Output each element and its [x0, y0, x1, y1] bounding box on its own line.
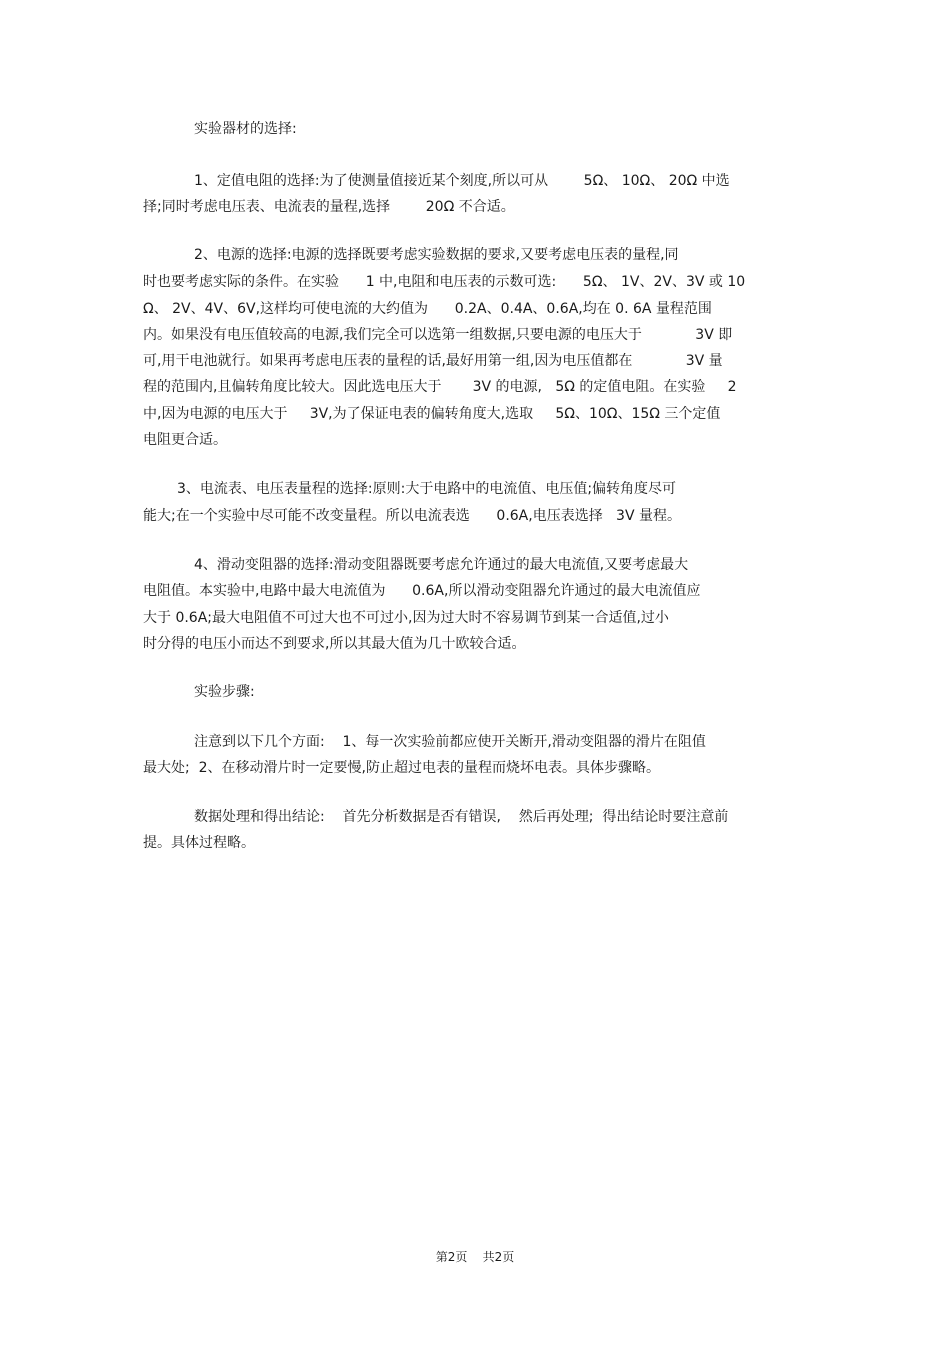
paragraph-line: 内。如果没有电压值较高的电源,我们完全可以选第一组数据,只要电源的电压大于 3V 即	[143, 327, 733, 343]
section-heading-steps: 实验步骤:	[194, 684, 255, 700]
paragraph-line: 1、定值电阻的选择:为了使测量值接近某个刻度,所以可从 5Ω、 10Ω、 20Ω 中选	[194, 173, 730, 189]
paragraph-line: 3、电流表、电压表量程的选择:原则:大于电路中的电流值、电压值;偏转角度尽可	[177, 481, 677, 497]
paragraph-line: 大于 0.6A;最大电阻值不可过大也不可过小,因为过大时不容易调节到某一合适值,过小	[143, 610, 669, 626]
paragraph-line: 2、电源的选择:电源的选择既要考虑实验数据的要求,又要考虑电压表的量程,同	[194, 247, 679, 263]
paragraph-line: 择;同时考虑电压表、电流表的量程,选择 20Ω 不合适。	[143, 199, 515, 215]
page-footer: 第2页 共2页	[435, 1250, 515, 1264]
paragraph-line: Ω、 2V、4V、6V,这样均可使电流的大约值为 0.2A、0.4A、0.6A,均在 0. 6A 量程范围	[143, 301, 712, 317]
paragraph-line: 时也要考虑实际的条件。在实验 1 中,电阻和电压表的示数可选: 5Ω、 1V、2V、3V 或 10	[143, 274, 746, 290]
paragraph-line: 4、滑动变阻器的选择:滑动变阻器既要考虑允许通过的最大电流值,又要考虑最大	[194, 557, 689, 573]
paragraph-line: 电阻更合适。	[143, 432, 227, 448]
paragraph-line: 最大处; 2、在移动滑片时一定要慢,防止超过电表的量程而烧坏电表。具体步骤略。	[143, 760, 660, 776]
paragraph-line: 时分得的电压小而达不到要求,所以其最大值为几十欧较合适。	[143, 636, 526, 652]
paragraph-line: 电阻值。本实验中,电路中最大电流值为 0.6A,所以滑动变阻器允许通过的最大电流值应	[143, 583, 701, 599]
paragraph-line: 程的范围内,且偏转角度比较大。因此选电压大于 3V 的电源, 5Ω 的定值电阻。在实验 2	[143, 379, 737, 395]
paragraph-line: 注意到以下几个方面: 1、每一次实验前都应使开关断开,滑动变阻器的滑片在阻值	[194, 734, 706, 750]
section-heading-equipment: 实验器材的选择:	[194, 121, 297, 137]
paragraph-line: 能大;在一个实验中尽可能不改变量程。所以电流表选 0.6A,电压表选择 3V 量程。	[143, 508, 681, 524]
paragraph-line: 可,用干电池就行。如果再考虑电压表的量程的话,最好用第一组,因为电压值都在 3V 量	[143, 353, 723, 369]
paragraph-line: 数据处理和得出结论: 首先分析数据是否有错误, 然后再处理; 得出结论时要注意前	[194, 809, 729, 825]
paragraph-line: 中,因为电源的电压大于 3V,为了保证电表的偏转角度大,选取 5Ω、10Ω、15Ω 三个定值	[143, 406, 721, 422]
paragraph-line: 提。具体过程略。	[143, 835, 255, 851]
